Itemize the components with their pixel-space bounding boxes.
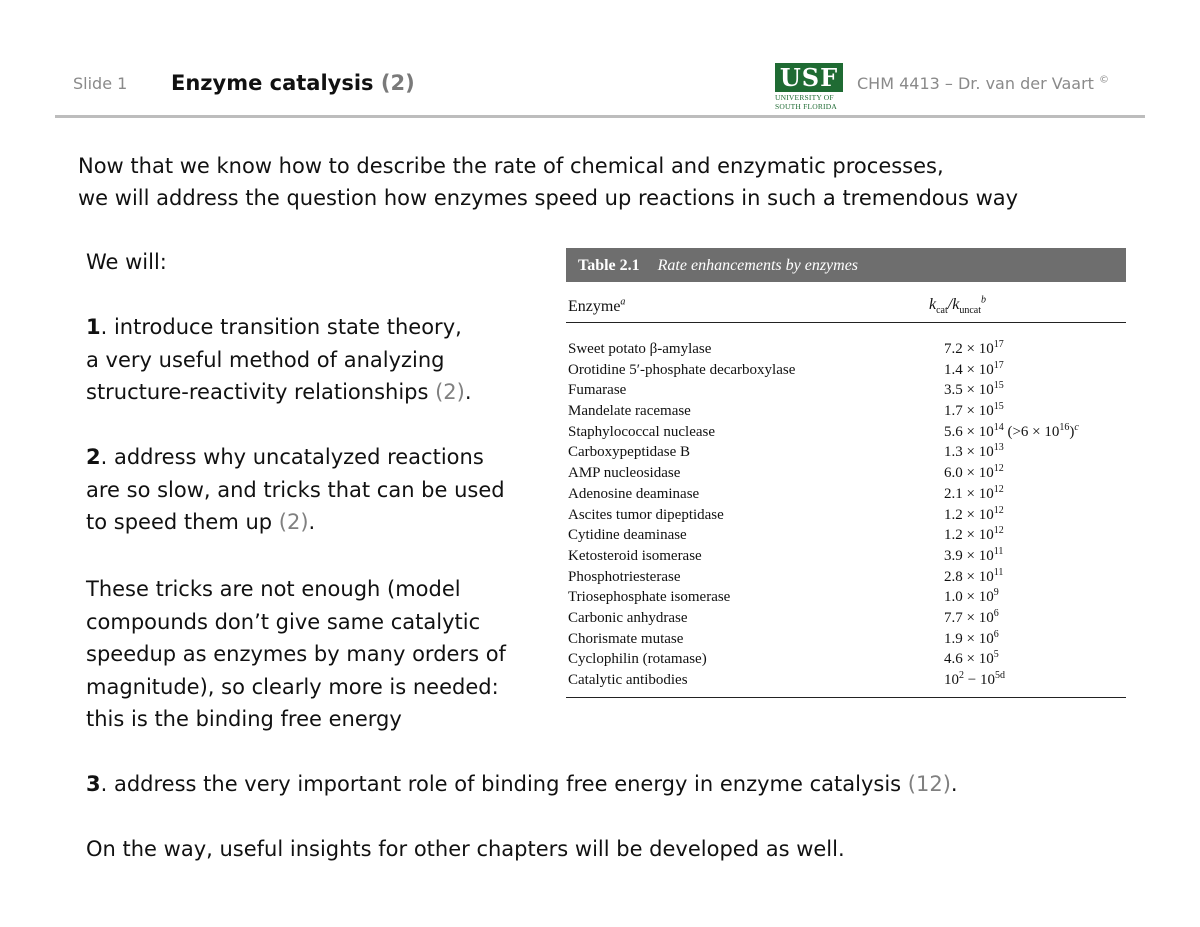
- rate-value: $1.9 \times 10^6$: [944, 628, 999, 647]
- table-column-headers: [566, 292, 1126, 323]
- table-row: [566, 339, 1126, 360]
- slide-title: [171, 71, 415, 95]
- point-1: [86, 311, 556, 409]
- header-divider: [55, 115, 1145, 118]
- point-2-line-1: [86, 441, 556, 474]
- point-3-number: 3: [86, 772, 101, 796]
- rate-value: $1.0 \times 10^9$: [944, 587, 999, 606]
- tricks-line-1: These tricks are not enough (model: [86, 577, 461, 601]
- course-text: CHM 4413 – Dr. van der Vaart: [857, 74, 1094, 93]
- rate-value: $1.2 \times 10^{12}$: [944, 525, 1004, 544]
- rate-table: [566, 248, 1126, 698]
- rate-value: $1.4 \times 10^{17}$: [944, 359, 1004, 378]
- tricks-line-4: magnitude), so clearly more is needed:: [86, 674, 499, 699]
- table-row: [566, 463, 1126, 484]
- table-body: [566, 339, 1126, 698]
- point-1-number: 1: [86, 315, 101, 339]
- enzyme-name: Phosphotriesterase: [568, 568, 681, 585]
- enzyme-name: Triosephosphate isomerase: [568, 589, 731, 606]
- table-row: [566, 567, 1126, 588]
- enzyme-name: Carboxypeptidase B: [568, 444, 691, 461]
- point-2-text-3: to speed them up: [86, 510, 279, 534]
- usf-logo-line1: UNIVERSITY OF: [775, 93, 834, 102]
- tricks-paragraph: [86, 573, 556, 736]
- enzyme-name: Catalytic antibodies: [568, 672, 688, 688]
- table-row: [566, 546, 1126, 567]
- point-2-ref: (2): [278, 510, 309, 534]
- closing-line: On the way, useful insights for other chapters will be developed as well.: [86, 837, 845, 861]
- rate-value: $2.1 \times 10^{12}$: [944, 483, 1004, 502]
- table-caption: Rate enhancements by enzymes: [657, 257, 859, 274]
- table-label: Table 2.1: [578, 257, 640, 274]
- point-2-line-2: are so slow, and tricks that can be used: [86, 477, 505, 502]
- table-row: [566, 442, 1126, 463]
- enzyme-name: Chorismate mutase: [568, 630, 684, 647]
- rate-value: $2.8 \times 10^{11}$: [944, 566, 1004, 585]
- table-title-bar: [566, 248, 1126, 282]
- slide-title-ref: (2): [380, 71, 415, 95]
- rate-value: $6.0 \times 10^{12}$: [944, 463, 1004, 482]
- enzyme-name: Cytidine deaminase: [568, 527, 687, 544]
- enzyme-name: Sweet potato β-amylase: [568, 341, 712, 357]
- table-row: [566, 380, 1126, 401]
- point-1-text-3: structure-reactivity relationships: [86, 380, 436, 404]
- intro-paragraph: [78, 150, 1018, 214]
- point-2-line-3: to speed them up (2).: [86, 510, 316, 534]
- usf-logo-line2: SOUTH FLORIDA: [775, 102, 837, 111]
- copyright-mark: ©: [1099, 74, 1110, 86]
- enzyme-name: Orotidine 5′-phosphate decarboxylase: [568, 361, 796, 378]
- point-1-line-2: a very useful method of analyzing: [86, 347, 445, 372]
- rate-value: $1.3 \times 10^{13}$: [944, 442, 1004, 461]
- point-1-line-3: structure-reactivity relationships (2).: [86, 380, 472, 404]
- tricks-line-3: speedup as enzymes by many orders of: [86, 642, 506, 666]
- enzyme-name: Adenosine deaminase: [568, 485, 700, 502]
- intro-line-1: Now that we know how to describe the rate of chemical and enzymatic processes,: [78, 154, 944, 178]
- enzyme-name: Staphylococcal nuclease: [568, 423, 716, 440]
- rate-value: $7.2 \times 10^{17}$: [944, 339, 1004, 357]
- rate-value: $3.5 \times 10^{15}$: [944, 380, 1004, 399]
- rate-value: $4.6 \times 10^5$: [944, 649, 999, 668]
- we-will-heading: We will:: [86, 250, 167, 274]
- point-1-ref: (2): [435, 380, 465, 404]
- slide-number: Slide 1: [73, 74, 128, 93]
- rate-value: $3.9 \times 10^{11}$: [944, 545, 1004, 564]
- rate-value: $7.7 \times 10^6$: [944, 607, 999, 626]
- slide-title-text: Enzyme catalysis: [171, 71, 374, 95]
- point-1-line-1: [86, 311, 556, 344]
- enzyme-name: Ketosteroid isomerase: [568, 547, 702, 564]
- table-row: [566, 484, 1126, 505]
- table-row: [566, 505, 1126, 526]
- point-2-text-1: . address why uncatalyzed reactions: [100, 445, 484, 469]
- table-row: [566, 629, 1126, 650]
- table-row: [566, 670, 1126, 691]
- intro-line-2: we will address the question how enzymes speed up reactions in such a tremendous way: [78, 186, 1019, 210]
- column-header-enzyme: Enzyme$^a$: [568, 296, 626, 315]
- table-row: [566, 360, 1126, 381]
- enzyme-name: Mandelate racemase: [568, 403, 691, 420]
- table-row: [566, 401, 1126, 422]
- point-3: 3. address the very important role of binding free energy in enzyme catalysis (12).: [86, 772, 958, 796]
- table-row: [566, 649, 1126, 670]
- point-3-ref: (12): [907, 772, 951, 796]
- enzyme-name: AMP nucleosidase: [568, 465, 681, 482]
- table-row: [566, 587, 1126, 608]
- course-info: [857, 74, 1109, 93]
- rate-value: $1.2 \times 10^{12}$: [944, 504, 1004, 523]
- table-row: [566, 608, 1126, 629]
- usf-logo: [775, 63, 845, 113]
- point-2: [86, 441, 556, 539]
- enzyme-name: Fumarase: [568, 382, 627, 399]
- point-3-text: . address the very important role of binding free energy in enzyme catalysis: [100, 772, 908, 796]
- tricks-line-5: this is the binding free energy: [86, 707, 402, 731]
- usf-logo-subtext: [775, 93, 845, 111]
- rate-value: $5.6 \times 10^{14}$ $(>6 \times 10^{16})^c$: [944, 421, 1079, 440]
- tricks-line-2: compounds don’t give same catalytic: [86, 609, 481, 634]
- rate-value: $10^2 - 10^{5d}$: [944, 670, 1005, 688]
- point-1-text-1: . introduce transition state theory,: [100, 315, 462, 339]
- enzyme-name: Ascites tumor dipeptidase: [568, 506, 724, 523]
- enzyme-name: Cyclophilin (rotamase): [568, 651, 707, 668]
- point-2-number: 2: [86, 445, 101, 469]
- rate-value: $1.7 \times 10^{15}$: [944, 401, 1004, 420]
- enzyme-name: Carbonic anhydrase: [568, 609, 688, 626]
- column-header-ratio: $k_{cat}/k_{uncat}^b$: [929, 294, 986, 317]
- usf-logo-mark: USF: [775, 63, 843, 92]
- table-row: [566, 525, 1126, 546]
- table-row: [566, 422, 1126, 443]
